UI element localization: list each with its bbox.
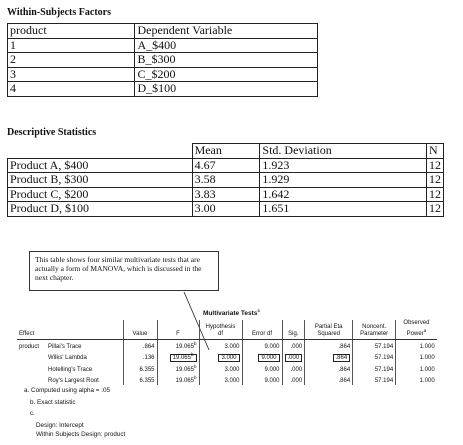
power-cell: 1.000 — [419, 343, 435, 350]
table-cell: 12 — [426, 158, 443, 173]
highlight-box: .864 — [333, 354, 351, 362]
header-observed-power: Observed Power$^a$ — [396, 320, 437, 339]
error-df-cell: 9.000 — [242, 363, 282, 374]
f-cell: 19.065$^b$ — [157, 363, 199, 374]
header-hypothesis-df: Hypothesis df — [199, 320, 242, 339]
f-cell: 19.065$^b$ — [157, 374, 199, 385]
f-cell — [157, 351, 199, 362]
highlight-box: .000 — [285, 354, 303, 362]
highlight-box: 3.000 — [218, 354, 239, 362]
table-cell: Product A, $400 — [8, 158, 193, 173]
noncent-cell: 57.194 — [353, 339, 396, 351]
highlight-box: 9.000 — [258, 354, 279, 362]
hypothesis-df-cell — [199, 351, 242, 362]
callout-note: This table shows four similar multivariate tests that are actually a form of MANOVA, which is discussed in the next chapter. — [29, 251, 219, 291]
table-cell: 1.923 — [260, 158, 427, 173]
error-df-cell: 9.000 — [242, 339, 282, 351]
noncent-cell: 57.194 — [353, 363, 396, 374]
footnote-c-line2: Within Subjects Design: product — [36, 431, 126, 438]
error-df-cell — [242, 351, 282, 362]
test-name-cell: Wilks' Lambda — [46, 351, 123, 362]
noncent-cell: 57.194 — [353, 351, 396, 362]
table-cell: Product B, $300 — [8, 173, 193, 188]
value-cell: .136 — [123, 351, 157, 362]
sig-cell: .000 — [282, 374, 305, 385]
table-row — [17, 339, 437, 351]
sig-cell: .000 — [282, 363, 305, 374]
table-cell: 3.83 — [192, 187, 260, 202]
test-name-cell: Pillai's Trace — [46, 339, 123, 351]
footnote-c-line1: Design: Intercept — [36, 422, 84, 429]
power-cell: 1.000 — [419, 366, 435, 373]
highlight-box: 19.065$^b$ — [170, 354, 197, 362]
header-cell: Std. Deviation — [260, 144, 427, 159]
test-name-cell: Roy's Largest Root — [46, 374, 123, 385]
eta-cell — [305, 351, 353, 362]
f-cell: 19.065$^b$ — [157, 339, 199, 351]
header-error-df: Error df — [242, 320, 282, 339]
table-cell: 3 — [8, 67, 135, 82]
header-cell: N — [426, 144, 443, 159]
table-cell: 12 — [426, 187, 443, 202]
header-partial-eta: Partial Eta Squared — [305, 320, 353, 339]
table-cell: A_$400 — [135, 38, 318, 53]
header-cell: Dependent Variable — [135, 24, 318, 39]
table-cell: 1.651 — [260, 202, 427, 217]
footnote-c-letter: c. — [30, 410, 35, 417]
table-cell: 4 — [8, 82, 135, 97]
footnote-b: b. Exact statistic — [30, 399, 76, 406]
multivariate-tests-table — [17, 320, 437, 385]
sig-cell: .000 — [282, 339, 305, 351]
header-f: F — [157, 320, 199, 339]
header-noncent: Noncent. Parameter — [353, 320, 396, 339]
hypothesis-df-cell: 3.000 — [199, 339, 242, 351]
table-cell: Product D, $100 — [8, 202, 193, 217]
table-header-row — [17, 320, 437, 339]
effect-cell: product — [19, 343, 40, 350]
table-cell: 3.00 — [192, 202, 260, 217]
table-cell: 12 — [426, 202, 443, 217]
header-effect: Effect — [17, 320, 123, 339]
value-cell: 6.355 — [123, 363, 157, 374]
footnote-a: a. Computed using alpha = .05 — [24, 387, 110, 394]
table-cell: C_$200 — [135, 67, 318, 82]
noncent-cell: 57.194 — [353, 374, 396, 385]
within-subjects-factors-title: Within-Subjects Factors — [7, 7, 111, 18]
header-cell: Mean — [192, 144, 260, 159]
sig-cell — [282, 351, 305, 362]
value-cell: 6.355 — [123, 374, 157, 385]
power-cell: 1.000 — [419, 355, 435, 362]
table-cell: 1.642 — [260, 187, 427, 202]
hypothesis-df-cell: 3.000 — [199, 374, 242, 385]
eta-cell: .864 — [305, 339, 353, 351]
effect-cell — [17, 374, 46, 385]
header-cell: product — [8, 24, 135, 39]
header-sig: Sig. — [282, 320, 305, 339]
table-cell: 4.67 — [192, 158, 260, 173]
value-cell: .864 — [123, 339, 157, 351]
table-row — [17, 351, 437, 362]
table-cell: B_$300 — [135, 53, 318, 68]
eta-cell: .864 — [305, 374, 353, 385]
table-cell: 1.929 — [260, 173, 427, 188]
effect-cell — [17, 351, 46, 362]
table-cell: Product C, $200 — [8, 187, 193, 202]
table-cell: 2 — [8, 53, 135, 68]
table-cell: 12 — [426, 173, 443, 188]
power-cell: 1.000 — [419, 378, 435, 385]
table-row — [17, 374, 437, 385]
test-name-cell: Hotelling's Trace — [46, 363, 123, 374]
effect-cell — [17, 363, 46, 374]
eta-cell: .864 — [305, 363, 353, 374]
table-cell: 1 — [8, 38, 135, 53]
table-row — [17, 363, 437, 374]
table-cell: 3.58 — [192, 173, 260, 188]
title-footnote-marker: c — [257, 308, 260, 313]
hypothesis-df-cell: 3.000 — [199, 363, 242, 374]
descriptive-statistics-title: Descriptive Statistics — [7, 127, 97, 138]
table-cell: D_$100 — [135, 82, 318, 97]
error-df-cell: 9.000 — [242, 374, 282, 385]
multivariate-tests-title: Multivariate Tests$^c$ — [203, 308, 260, 318]
header-value: Value — [123, 320, 157, 339]
